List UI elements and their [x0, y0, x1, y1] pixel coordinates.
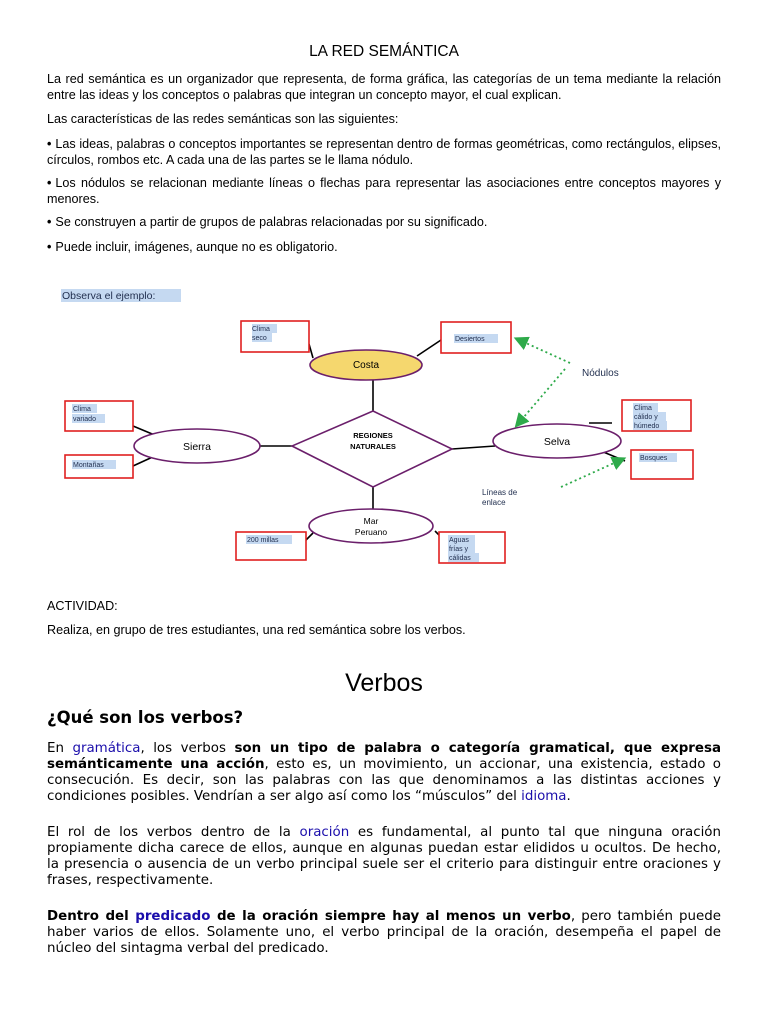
- box-label: cálidas: [449, 555, 471, 562]
- text-run: , los verbos: [140, 741, 235, 756]
- verbs-paragraph-1: [47, 741, 721, 805]
- bold-run: son un tipo de palabra o categoría gramatical, que expresa semánticamente una acción: [47, 741, 721, 772]
- bullet-text: Puede incluir, imágenes, aunque no es obligatorio.: [55, 240, 338, 254]
- bullet-marker: •: [47, 240, 52, 254]
- diagram-caption: Observa el ejemplo:: [62, 290, 156, 302]
- box-label: Aguas: [449, 537, 469, 544]
- node-costa-label: Costa: [352, 360, 380, 371]
- bold-run: de la oración siempre hay al menos un verbo: [210, 909, 571, 924]
- bullet-item: [47, 214, 721, 230]
- node-mar-label-2: Peruano: [354, 527, 388, 537]
- center-label-1: REGIONES: [353, 431, 393, 440]
- node-mar-peruano: [309, 509, 433, 543]
- bullet-marker: •: [47, 137, 52, 151]
- characteristics-intro: Las características de las redes semánticas son las siguientes:: [47, 112, 399, 126]
- node-selva-label: Selva: [543, 436, 571, 448]
- bullet-item: [47, 136, 721, 168]
- link-gramatica[interactable]: gramática: [72, 741, 141, 756]
- bullet-text: Se construyen a partir de grupos de palabras relacionadas por su significado.: [55, 215, 488, 229]
- bullet-text: Los nódulos se relacionan mediante líneas o flechas para representar las asociaciones entre conceptos mayores y menores.: [47, 176, 721, 206]
- node-sierra-label: Sierra: [182, 441, 212, 453]
- text-run: , esto es, un movimiento, un accionar, una existencia, estado o consecución. Es decir, son las palabras con las que denominamos a las distintas acciones y condiciones posibles. Vendrían a ser algo así como los “músculos” del: [47, 757, 721, 804]
- box-label: cálido y: [634, 414, 658, 421]
- verbs-paragraph-3: [47, 909, 721, 957]
- box-label: Clima: [634, 405, 652, 412]
- section-title-verbos: Verbos: [345, 669, 423, 697]
- bullet-marker: •: [47, 176, 52, 190]
- text-run: El rol de los verbos dentro de la: [47, 825, 300, 840]
- link-predicado[interactable]: predicado: [135, 909, 211, 924]
- node-mar-label-1: Mar: [363, 516, 379, 526]
- text-run: .: [566, 789, 571, 804]
- verbs-paragraph-2: [47, 825, 721, 889]
- bullet-item: [47, 175, 721, 207]
- link-oracion[interactable]: oración: [299, 825, 350, 840]
- text-run: En: [47, 741, 73, 756]
- bold-run: Dentro del: [47, 909, 136, 924]
- text-run: es fundamental, al punto tal que ninguna oración propiamente dicha carece de ellos, aunque en algunas puedan estar elididos u ocultos. De hecho, la presencia o ausencia de un verbo principal suele ser el criterio para distinguir entre oraciones y frases, respectivamente.: [47, 825, 721, 888]
- box-label: Desiertos: [455, 336, 485, 343]
- box-label: Montañas: [73, 462, 104, 469]
- arrow-nodulos-2: [517, 369, 565, 425]
- box-label: Clima: [252, 326, 270, 333]
- bullet-item: [47, 239, 721, 255]
- annotation-nodulos: Nódulos: [582, 368, 619, 379]
- document-title: LA RED SEMÁNTICA: [309, 43, 459, 60]
- arrow-lineas-enlace: [561, 459, 623, 487]
- box-label: frías y: [449, 546, 469, 553]
- activity-label: ACTIVIDAD:: [47, 599, 118, 613]
- section-heading: ¿Qué son los verbos?: [47, 708, 244, 727]
- box-label: variado: [73, 416, 96, 423]
- annotation-lineas-2: enlace: [482, 498, 506, 507]
- box-label: húmedo: [634, 423, 660, 430]
- box-label: Bosques: [640, 455, 668, 462]
- bullet-marker: •: [47, 215, 52, 229]
- text-run: , pero también puede haber varios de ellos. Solamente uno, el verbo principal de la oración, desempeña el papel de núcleo del sintagma verbal del predicado.: [47, 909, 722, 956]
- box-label: 200 millas: [247, 537, 279, 544]
- annotation-lineas-1: Líneas de: [482, 488, 518, 497]
- activity-text: Realiza, en grupo de tres estudiantes, una red semántica sobre los verbos.: [47, 623, 466, 637]
- bullet-text: Las ideas, palabras o conceptos importantes se representan dentro de formas geométricas, como rectángulos, elipses, círculos, rombos etc. A cada una de las partes se le llama nódulo.: [47, 137, 721, 167]
- semantic-network-diagram: [55, 283, 715, 583]
- box-label: Clima: [73, 406, 91, 413]
- intro-paragraph: La red semántica es un organizador que representa, de forma gráfica, las categorías de un tema mediante la relación entre las ideas y los conceptos o palabras que integran un concepto mayor, el cual explican.: [47, 72, 721, 102]
- center-label-2: NATURALES: [350, 442, 396, 451]
- arrow-nodulos-1: [517, 339, 570, 363]
- link-idioma[interactable]: idioma: [521, 789, 567, 804]
- box-label: seco: [252, 335, 267, 342]
